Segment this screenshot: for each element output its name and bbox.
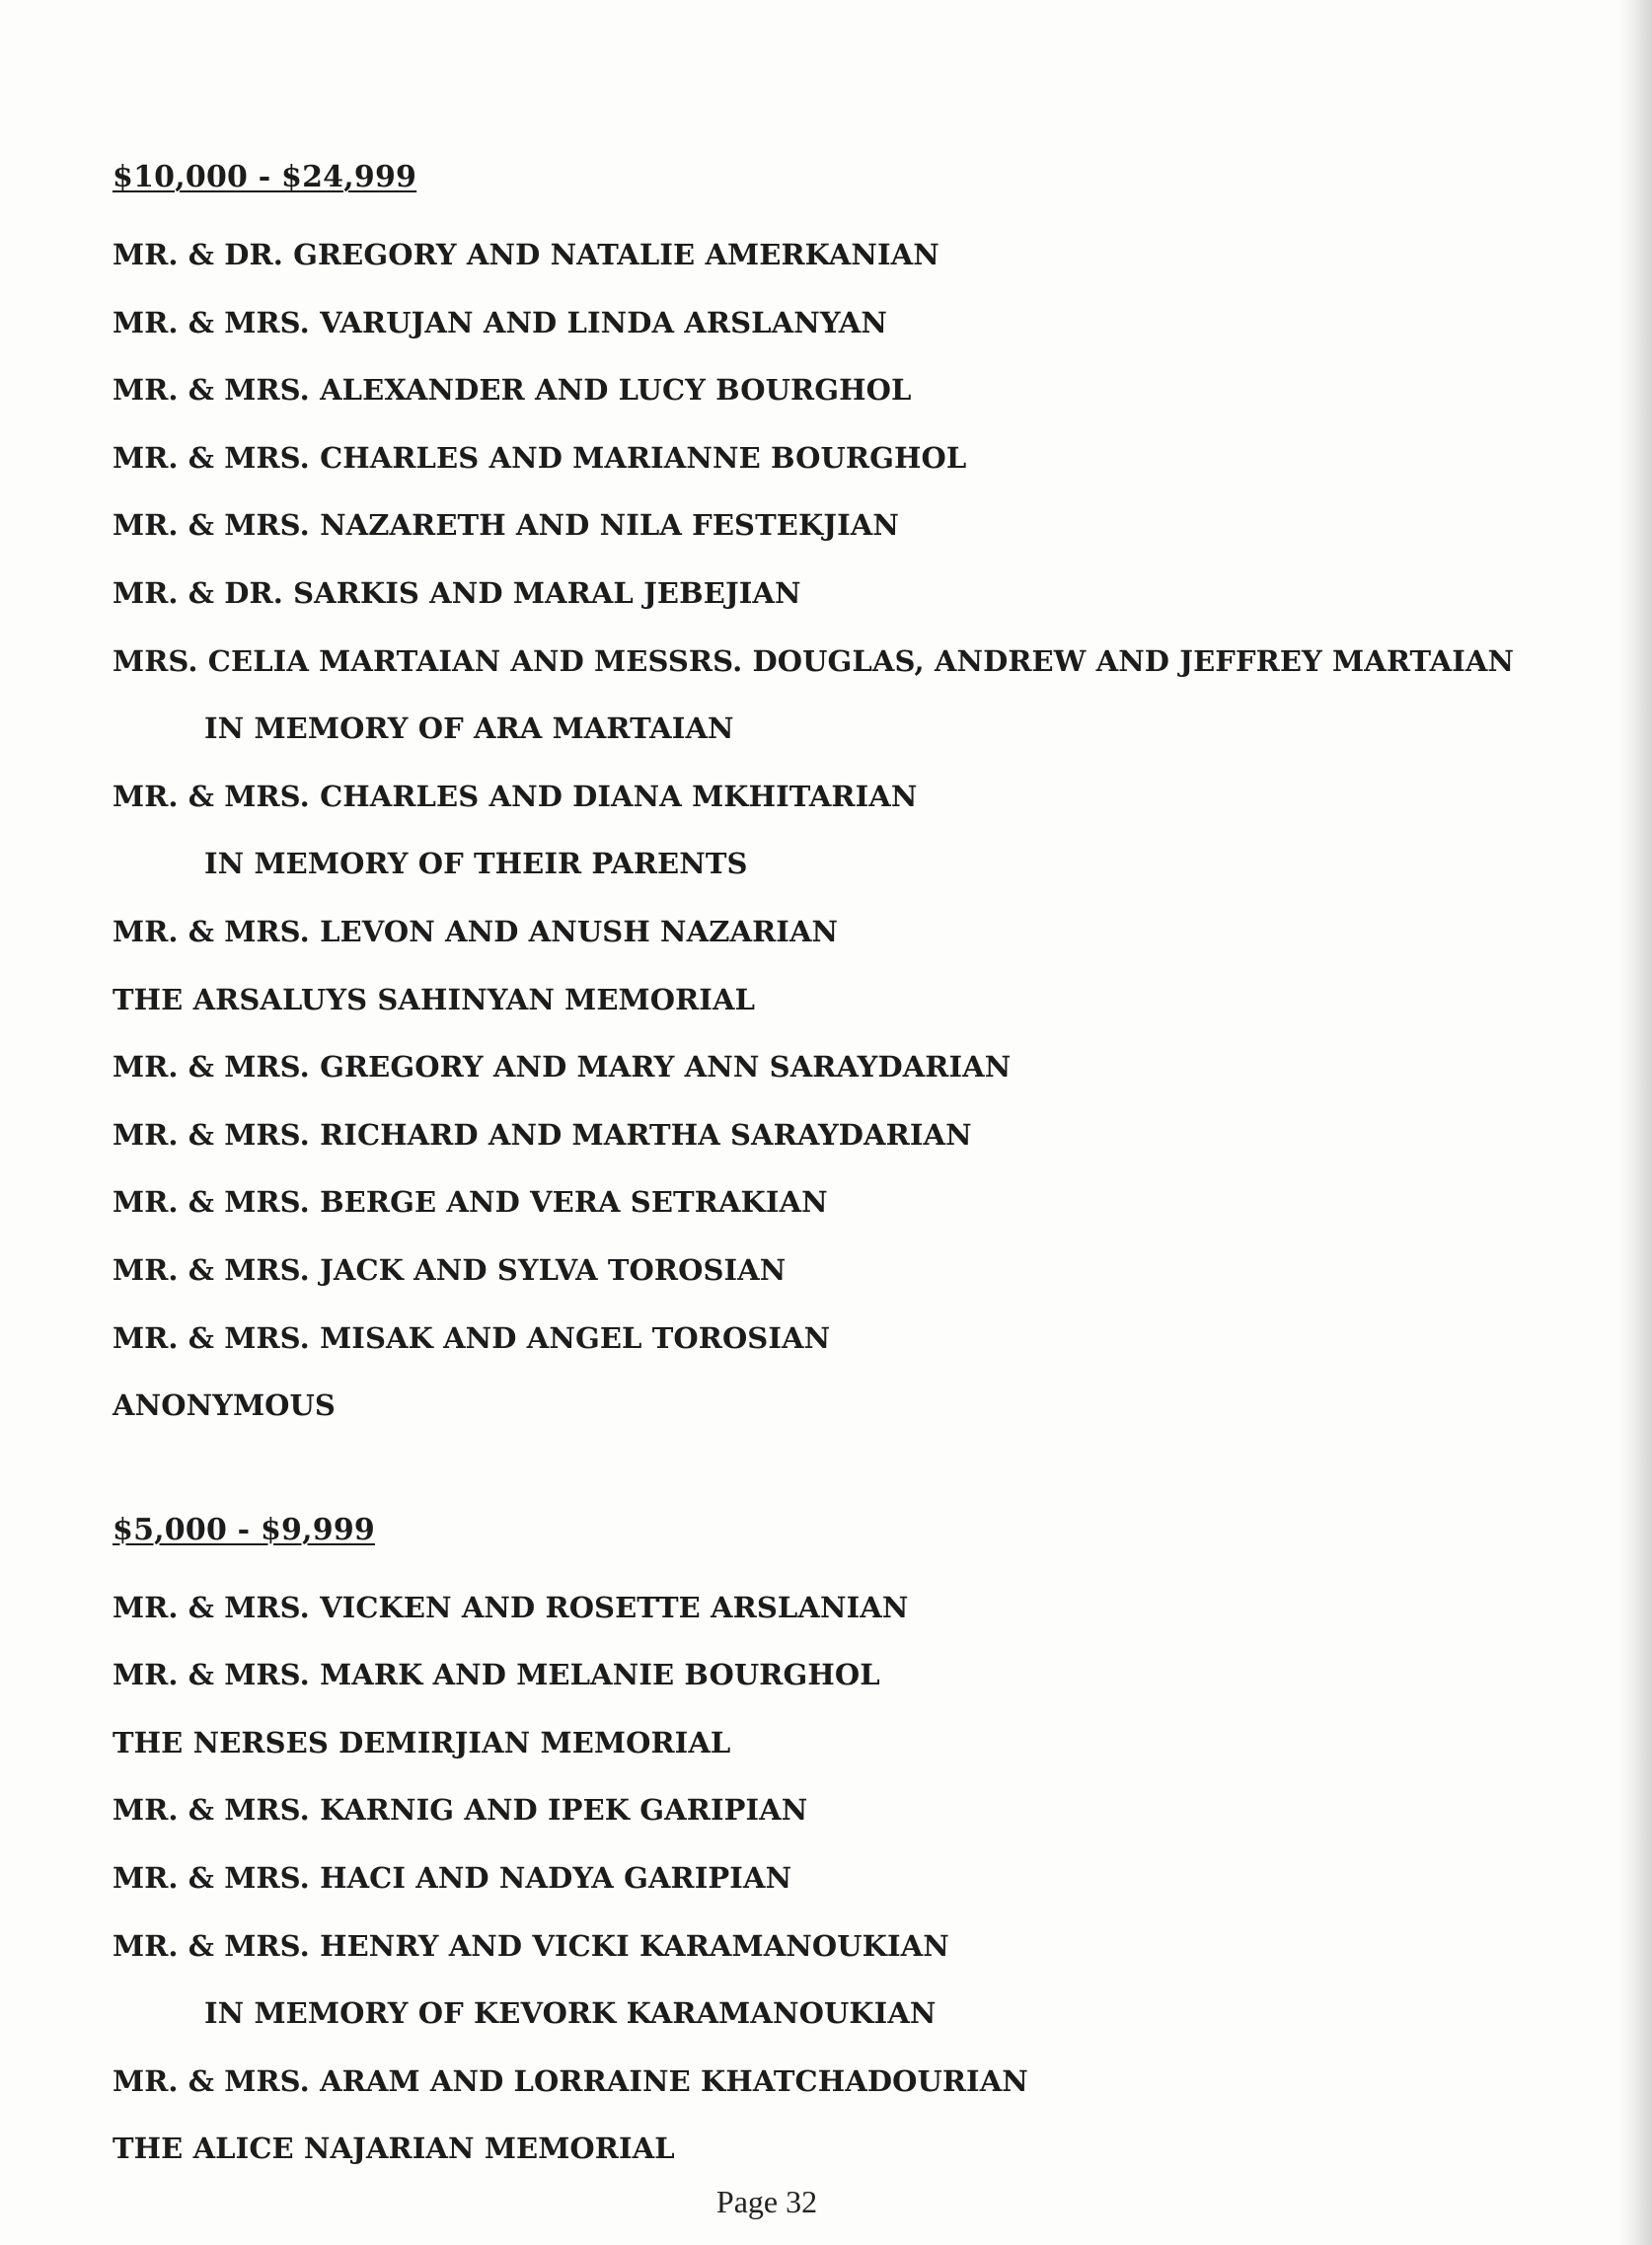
donor-entry: MR. & MRS. HACI AND NADYA GARIPIAN <box>113 1861 792 1896</box>
donor-entry: MR. & MRS. CHARLES AND MARIANNE BOURGHOL <box>113 440 967 475</box>
donor-list <box>113 154 1593 2183</box>
donor-memory-note: IN MEMORY OF KEVORK KARAMANOUKIAN <box>204 1996 937 2031</box>
donor-entry: THE ALICE NAJARIAN MEMORIAL <box>113 2132 675 2166</box>
donor-entry: MR. & MRS. HENRY AND VICKI KARAMANOUKIAN <box>113 1928 949 1963</box>
donor-entry: MR. & MRS. VARUJAN AND LINDA ARSLANYAN <box>113 305 888 339</box>
donor-entry: MR. & MRS. KARNIG AND IPEK GARIPIAN <box>113 1793 808 1828</box>
donor-entry: MR. & MRS. VICKEN AND ROSETTE ARSLANIAN <box>113 1590 909 1624</box>
donor-entry: MR. & MRS. NAZARETH AND NILA FESTEKJIAN <box>113 508 899 543</box>
page-footer <box>0 2184 1652 2220</box>
donor-entry: MR. & MRS. MISAK AND ANGEL TOROSIAN <box>113 1320 831 1355</box>
donor-entry: MR. & DR. SARKIS AND MARAL JEBEJIAN <box>113 575 801 610</box>
section-heading: $10,000 - $24,999 <box>113 160 417 194</box>
donor-entry: MRS. CELIA MARTAIAN AND MESSRS. DOUGLAS, ANDREW AND JEFFREY MARTAIAN <box>113 643 1515 678</box>
donor-memory-note: IN MEMORY OF THEIR PARENTS <box>204 847 748 881</box>
donor-entry: THE ARSALUYS SAHINYAN MEMORIAL <box>113 982 756 1016</box>
donor-entry: MR. & MRS. ALEXANDER AND LUCY BOURGHOL <box>113 373 912 408</box>
page-edge-shadow <box>1618 0 1652 2245</box>
donor-memory-note: IN MEMORY OF ARA MARTAIAN <box>204 711 734 746</box>
donor-entry: ANONYMOUS <box>113 1388 336 1423</box>
donor-section-5000-9999 <box>113 1507 1593 2183</box>
donor-entry: MR. & MRS. RICHARD AND MARTHA SARAYDARIAN <box>113 1117 972 1152</box>
donor-section-10000-24999 <box>113 154 1593 1440</box>
donor-entry: MR. & DR. GREGORY AND NATALIE AMERKANIAN <box>113 238 939 271</box>
page-number: Page 32 <box>715 2184 818 2219</box>
donor-entry: MR. & MRS. LEVON AND ANUSH NAZARIAN <box>113 914 839 948</box>
section-heading: $5,000 - $9,999 <box>113 1512 375 1547</box>
donor-entry: MR. & MRS. CHARLES AND DIANA MKHITARIAN <box>113 779 918 813</box>
donor-entry: THE NERSES DEMIRJIAN MEMORIAL <box>113 1725 731 1759</box>
donor-entry: MR. & MRS. BERGE AND VERA SETRAKIAN <box>113 1185 828 1220</box>
donor-entry: MR. & MRS. JACK AND SYLVA TOROSIAN <box>113 1252 787 1287</box>
donor-entry: MR. & MRS. GREGORY AND MARY ANN SARAYDARIAN <box>113 1050 1012 1085</box>
donor-entry: MR. & MRS. MARK AND MELANIE BOURGHOL <box>113 1658 880 1692</box>
donor-entry: MR. & MRS. ARAM AND LORRAINE KHATCHADOURIAN <box>113 2063 1028 2098</box>
